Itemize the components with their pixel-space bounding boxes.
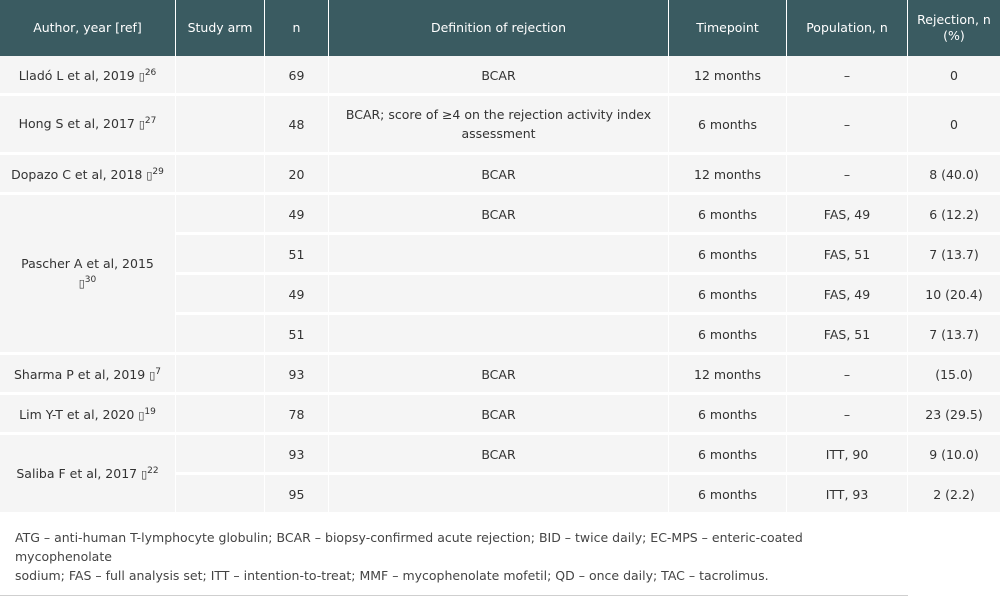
timepoint-cell: 6 months <box>669 195 787 235</box>
rejection-cell: 0 <box>908 56 1000 96</box>
study-arm-cell <box>176 355 265 395</box>
table-footnote: ATG – anti-human T-lymphocyte globulin; BCAR – biopsy-confirmed acute rejection; BID – twice daily; EC-MPS – enteric-coated mycophenolate sodium; FAS – full analysis set; ITT – intention-to-treat; MMF – mycophenolate mofetil; QD – once daily; TAC – tacrolimus. <box>15 530 803 583</box>
footnote-divider <box>0 595 908 596</box>
header-population: Population, n <box>787 0 908 56</box>
n-cell: 51 <box>265 235 329 275</box>
population-cell: FAS, 51 <box>787 235 908 275</box>
definition-cell <box>329 235 669 275</box>
n-cell: 49 <box>265 195 329 235</box>
study-arm-cell <box>176 96 265 155</box>
header-rejection: Rejection, n (%) <box>908 0 1000 56</box>
population-cell: FAS, 49 <box>787 195 908 235</box>
definition-cell <box>329 315 669 355</box>
author-cell: Saliba F et al, 2017 ▯$^{22}$ <box>0 435 176 515</box>
population-cell: – <box>787 56 908 96</box>
rejection-cell: 2 (2.2) <box>908 475 1000 515</box>
population-cell: FAS, 49 <box>787 275 908 315</box>
table-row <box>0 195 1000 235</box>
rejection-cell: 8 (40.0) <box>908 155 1000 195</box>
header-author: Author, year [ref] <box>0 0 176 56</box>
timepoint-cell: 12 months <box>669 155 787 195</box>
n-cell: 51 <box>265 315 329 355</box>
population-cell: ITT, 90 <box>787 435 908 475</box>
rejection-cell: 9 (10.0) <box>908 435 1000 475</box>
author-cell: Pascher A et al, 2015 ▯$^{30}$ <box>0 195 176 355</box>
header-row <box>0 0 1000 56</box>
timepoint-cell: 12 months <box>669 355 787 395</box>
definition-cell <box>329 275 669 315</box>
timepoint-cell: 6 months <box>669 395 787 435</box>
study-arm-cell <box>176 155 265 195</box>
rejection-cell: 10 (20.4) <box>908 275 1000 315</box>
population-cell: – <box>787 355 908 395</box>
n-cell: 93 <box>265 435 329 475</box>
study-arm-cell <box>176 435 265 475</box>
table-row <box>0 435 1000 475</box>
table-row <box>0 155 1000 195</box>
definition-cell <box>329 475 669 515</box>
definition-cell: BCAR <box>329 155 669 195</box>
definition-cell: BCAR; score of ≥4 on the rejection activity index assessment <box>329 96 669 155</box>
rejection-cell: 0 <box>908 96 1000 155</box>
definition-cell: BCAR <box>329 195 669 235</box>
timepoint-cell: 6 months <box>669 435 787 475</box>
timepoint-cell: 6 months <box>669 96 787 155</box>
study-arm-cell <box>176 475 265 515</box>
header-timepoint: Timepoint <box>669 0 787 56</box>
table-row <box>0 56 1000 96</box>
definition-cell: BCAR <box>329 56 669 96</box>
timepoint-cell: 6 months <box>669 235 787 275</box>
timepoint-cell: 6 months <box>669 315 787 355</box>
population-cell: – <box>787 96 908 155</box>
header-study-arm: Study arm <box>176 0 265 56</box>
definition-cell: BCAR <box>329 435 669 475</box>
n-cell: 20 <box>265 155 329 195</box>
author-cell: Lim Y-T et al, 2020 ▯$^{19}$ <box>0 395 176 435</box>
definition-cell: BCAR <box>329 355 669 395</box>
study-arm-cell <box>176 235 265 275</box>
rejection-cell: 6 (12.2) <box>908 195 1000 235</box>
n-cell: 78 <box>265 395 329 435</box>
author-cell: Hong S et al, 2017 ▯$^{27}$ <box>0 96 176 155</box>
table-row <box>0 96 1000 155</box>
rejection-cell: 7 (13.7) <box>908 235 1000 275</box>
definition-cell: BCAR <box>329 395 669 435</box>
author-cell: Dopazo C et al, 2018 ▯$^{29}$ <box>0 155 176 195</box>
rejection-cell: (15.0) <box>908 355 1000 395</box>
study-arm-cell <box>176 56 265 96</box>
header-definition: Definition of rejection <box>329 0 669 56</box>
timepoint-cell: 12 months <box>669 56 787 96</box>
study-arm-cell <box>176 395 265 435</box>
table-row <box>0 395 1000 435</box>
timepoint-cell: 6 months <box>669 275 787 315</box>
n-cell: 95 <box>265 475 329 515</box>
population-cell: – <box>787 395 908 435</box>
author-cell: Lladó L et al, 2019 ▯$^{26}$ <box>0 56 176 96</box>
rejection-cell: 7 (13.7) <box>908 315 1000 355</box>
n-cell: 49 <box>265 275 329 315</box>
n-cell: 48 <box>265 96 329 155</box>
population-cell: FAS, 51 <box>787 315 908 355</box>
n-cell: 69 <box>265 56 329 96</box>
timepoint-cell: 6 months <box>669 475 787 515</box>
header-n: n <box>265 0 329 56</box>
study-arm-cell <box>176 315 265 355</box>
author-cell: Sharma P et al, 2019 ▯$^7$ <box>0 355 176 395</box>
rejection-cell: 23 (29.5) <box>908 395 1000 435</box>
population-cell: ITT, 93 <box>787 475 908 515</box>
table-row <box>0 355 1000 395</box>
study-arm-cell <box>176 195 265 235</box>
n-cell: 93 <box>265 355 329 395</box>
study-arm-cell <box>176 275 265 315</box>
population-cell: – <box>787 155 908 195</box>
